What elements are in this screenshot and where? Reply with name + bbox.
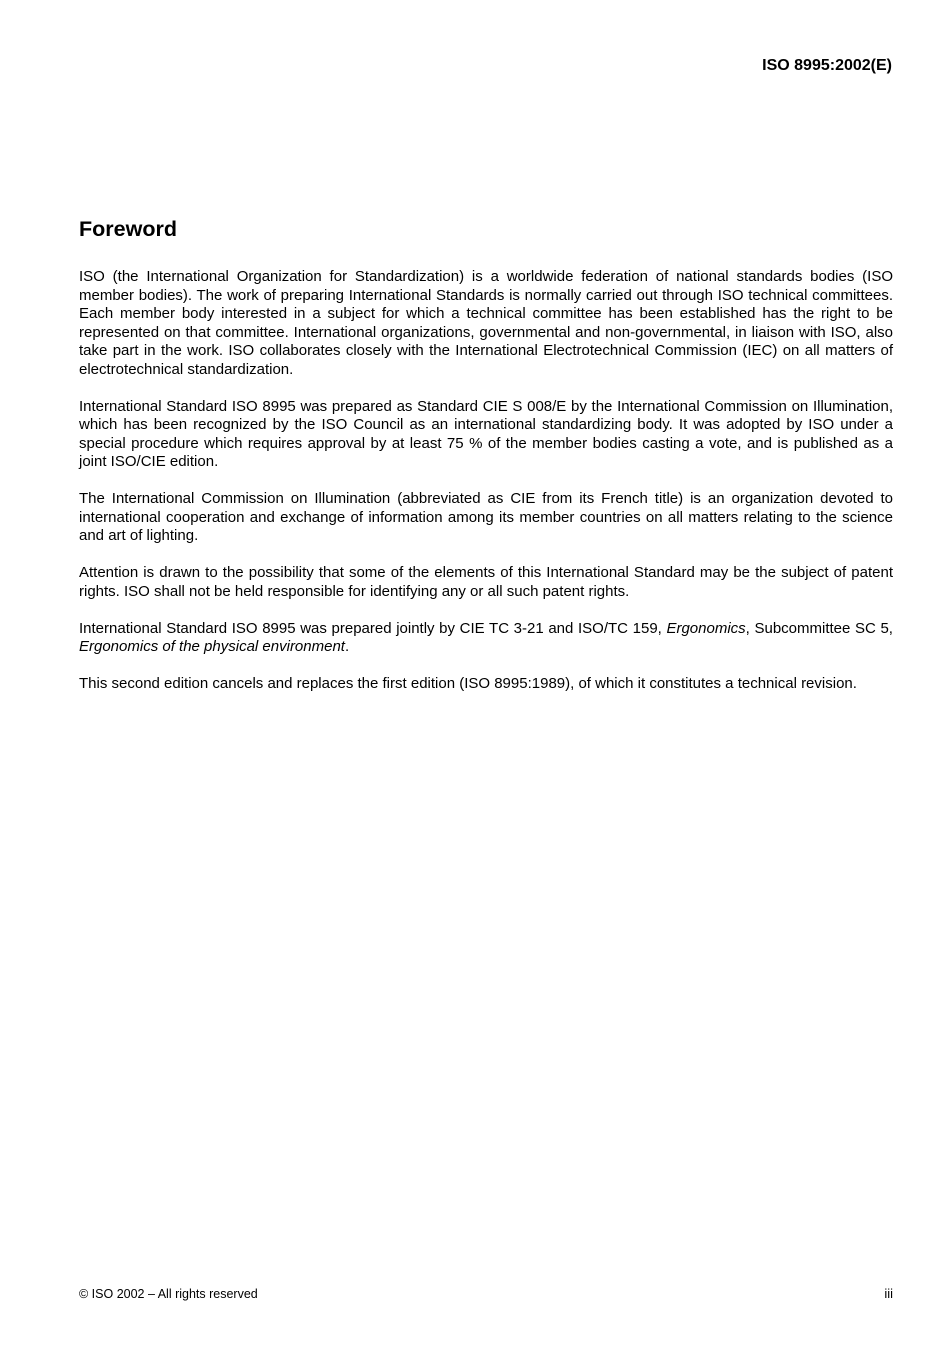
paragraph-joint-preparation: [79, 620, 893, 657]
paragraph-cie-preparation: International Standard ISO 8995 was prepared as Standard CIE S 008/E by the International Commission on Illumination, which has been recognized by the ISO Council as an international standardizing body. It was adopted by ISO under a special procedure which requires approval by at least 75 % of the member bodies casting a vote, and is published as a joint ISO/CIE edition.: [79, 397, 893, 470]
subcommittee-title: Ergonomics of the physical environment: [79, 638, 345, 655]
paragraph-cie-description: The International Commission on Illumination (abbreviated as CIE from its French title) is an organization devoted to international cooperation and exchange of information among its member countries on all matters relating to the science and art of lighting.: [79, 490, 893, 544]
copyright-notice: © ISO 2002 – All rights reserved: [79, 1287, 258, 1301]
page-number: iii: [884, 1286, 893, 1301]
paragraph-iso-intro: ISO (the International Organization for Standardization) is a worldwide federation of national standards bodies (ISO member bodies). The work of preparing International Standards is normally carried out through ISO technical committees. Each member body interested in a subject for which a technical committee has been established has the right to be represented on that committee. International organizations, governmental and non-governmental, in liaison with ISO, also take part in the work. ISO collaborates closely with the International Electrotechnical Commission (IEC) on all matters of electrotechnical standardization.: [79, 268, 893, 378]
text-segment: International Standard ISO 8995 was prepared jointly by CIE TC 3-21 and ISO/TC 159,: [79, 619, 667, 637]
page-title: Foreword: [79, 217, 177, 241]
text-segment: , Subcommittee SC 5,: [745, 619, 893, 637]
document-id: ISO 8995:2002(E): [762, 57, 892, 74]
committee-title: Ergonomics: [666, 619, 746, 637]
paragraph-patent-rights: Attention is drawn to the possibility that some of the elements of this International Standard may be the subject of patent rights. ISO shall not be held responsible for identifying any or all such patent rights.: [79, 564, 893, 600]
foreword-body: [79, 268, 893, 712]
paragraph-edition-note: This second edition cancels and replaces the first edition (ISO 8995:1989), of which it constitutes a technical revision.: [79, 675, 857, 692]
text-segment: .: [344, 638, 350, 655]
